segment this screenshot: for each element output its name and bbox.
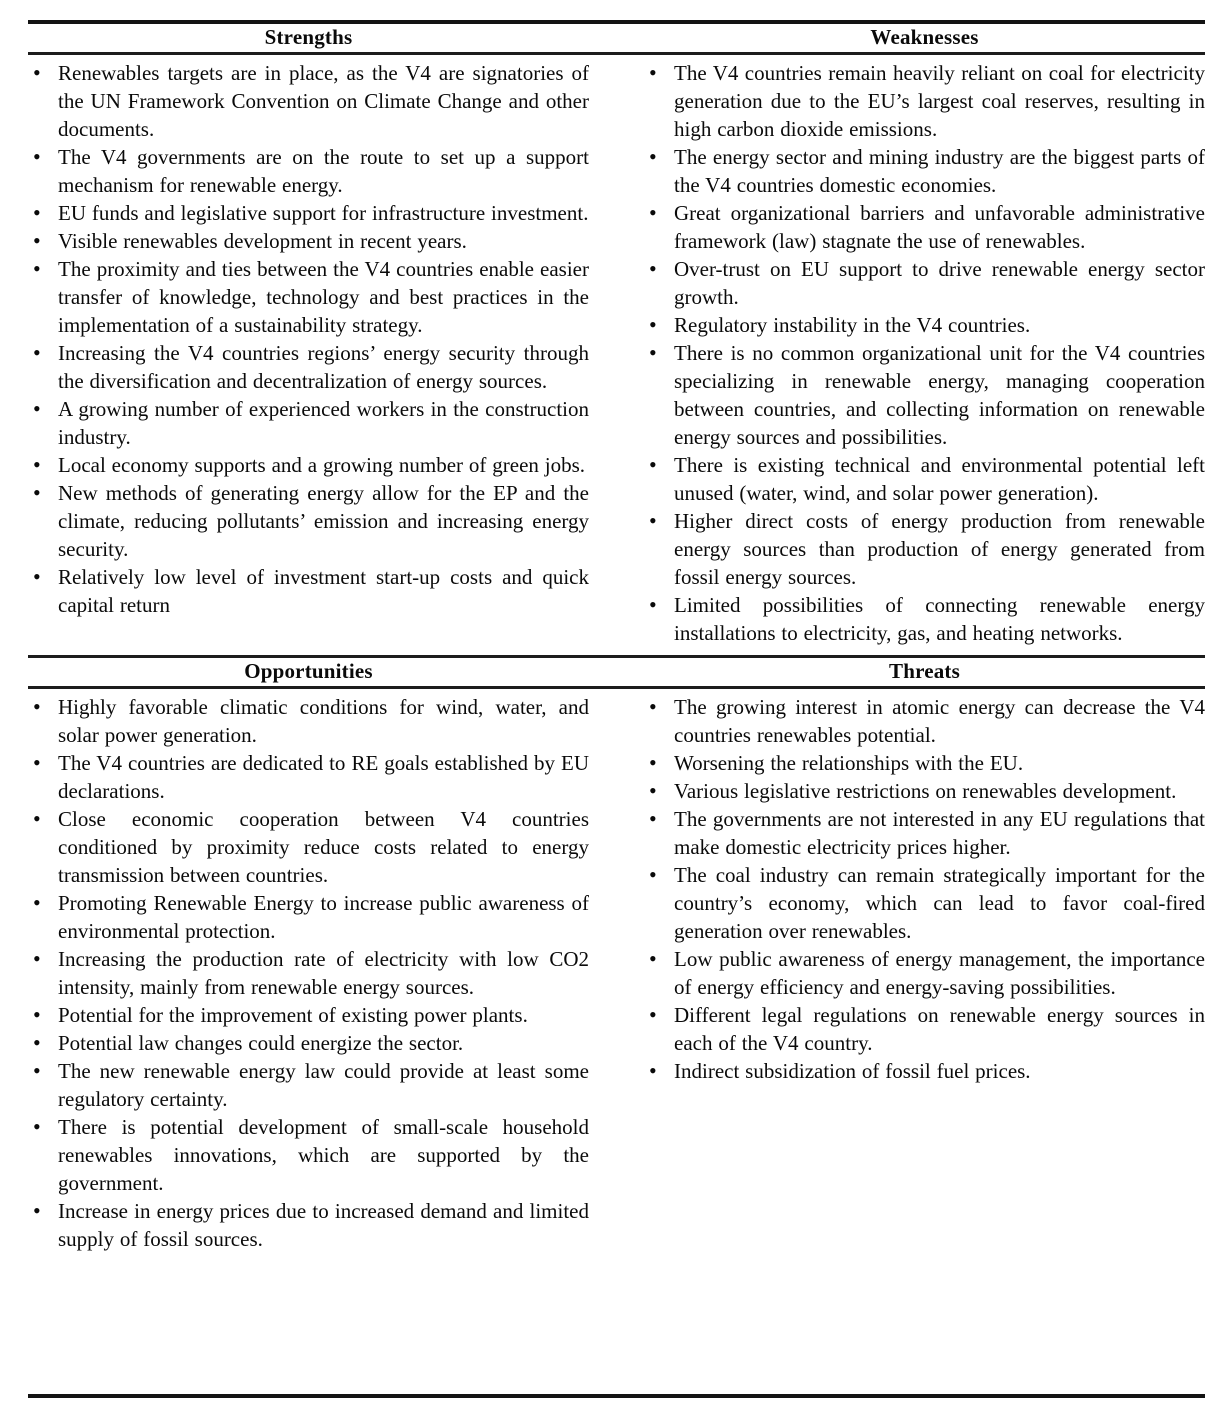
list-item: [28, 693, 589, 749]
list-item: [28, 59, 589, 143]
bullet-icon: •: [33, 228, 41, 253]
list-item-text: The coal industry can remain strategically important for the country’s economy, which can lead to favor coal-fired generation over renewables.: [674, 863, 1205, 943]
bullet-icon: •: [649, 508, 657, 533]
list-item-text: The growing interest in atomic energy can decrease the V4 countries renewables potential.: [674, 695, 1205, 747]
list-item: [28, 451, 589, 479]
list-item-text: Limited possibilities of connecting renewable energy installations to electricity, gas, and heating networks.: [674, 593, 1205, 645]
bullet-icon: •: [649, 60, 657, 85]
list-item: [28, 563, 589, 619]
list-item: [28, 945, 589, 1001]
list-item: [28, 199, 589, 227]
list-item-text: Increasing the production rate of electricity with low CO2 intensity, mainly from renewable energy sources.: [58, 947, 589, 999]
list-item: [644, 861, 1205, 945]
list-item-text: Different legal regulations on renewable energy sources in each of the V4 country.: [674, 1003, 1205, 1055]
bullet-icon: •: [33, 890, 41, 915]
weaknesses-list: [644, 59, 1205, 647]
list-item: [644, 255, 1205, 311]
list-item: [644, 143, 1205, 199]
bullet-icon: •: [649, 862, 657, 887]
strengths-header: Strengths: [264, 25, 353, 49]
bullet-icon: •: [33, 1002, 41, 1027]
list-item: [644, 311, 1205, 339]
bullet-icon: •: [33, 60, 41, 85]
top-header-row: [28, 24, 1205, 52]
list-item-text: Regulatory instability in the V4 countries.: [674, 313, 1031, 337]
bullet-icon: •: [649, 256, 657, 281]
list-item-text: Increasing the V4 countries regions’ energy security through the diversification and decentralization of energy sources.: [58, 341, 589, 393]
list-item-text: Close economic cooperation between V4 countries conditioned by proximity reduce costs related to energy transmission between countries.: [58, 807, 589, 887]
list-item-text: Potential law changes could energize the sector.: [58, 1031, 464, 1055]
list-item: [644, 451, 1205, 507]
bullet-icon: •: [33, 200, 41, 225]
bullet-icon: •: [33, 396, 41, 421]
list-item: [28, 805, 589, 889]
bullet-icon: •: [649, 778, 657, 803]
list-item: [644, 749, 1205, 777]
bullet-icon: •: [649, 340, 657, 365]
bullet-icon: •: [33, 946, 41, 971]
list-item-text: New methods of generating energy allow for the EP and the climate, reducing pollutants’ emission and increasing energy security.: [58, 481, 589, 561]
list-item-text: A growing number of experienced workers in the construction industry.: [58, 397, 589, 449]
bullet-icon: •: [33, 340, 41, 365]
bullet-icon: •: [33, 480, 41, 505]
list-item-text: The V4 governments are on the route to set up a support mechanism for renewable energy.: [58, 145, 589, 197]
list-item-text: The proximity and ties between the V4 countries enable easier transfer of knowledge, technology and best practices in the implementation of a sustainability strategy.: [58, 257, 589, 337]
list-item: [28, 1029, 589, 1057]
list-item-text: Renewables targets are in place, as the V4 are signatories of the UN Framework Convention on Climate Change and other documents.: [58, 61, 589, 141]
strengths-weaknesses-body: [28, 55, 1205, 655]
bullet-icon: •: [33, 256, 41, 281]
list-item: [28, 479, 589, 563]
list-item-text: The new renewable energy law could provide at least some regulatory certainty.: [58, 1059, 589, 1111]
bullet-icon: •: [649, 806, 657, 831]
opportunities-threats-body: [28, 689, 1205, 1394]
weaknesses-header: Weaknesses: [870, 25, 979, 49]
list-item: [28, 227, 589, 255]
bullet-icon: •: [33, 806, 41, 831]
list-item-text: Worsening the relationships with the EU.: [674, 751, 1024, 775]
rule-bottom: [28, 1394, 1205, 1398]
bullet-icon: •: [649, 1058, 657, 1083]
bullet-icon: •: [649, 750, 657, 775]
bullet-icon: •: [33, 144, 41, 169]
list-item-text: Relatively low level of investment start-up costs and quick capital return: [58, 565, 589, 617]
bullet-icon: •: [33, 750, 41, 775]
list-item-text: There is potential development of small-scale household renewables innovations, which are supported by the government.: [58, 1115, 589, 1195]
bullet-icon: •: [33, 452, 41, 477]
list-item-text: There is no common organizational unit for the V4 countries specializing in renewable energy, managing cooperation between countries, and collecting information on renewable energy sources and possibilities.: [674, 341, 1205, 449]
list-item: [644, 1001, 1205, 1057]
bullet-icon: •: [649, 694, 657, 719]
list-item-text: There is existing technical and environmental potential left unused (water, wind, and solar power generation).: [674, 453, 1205, 505]
list-item-text: EU funds and legislative support for infrastructure investment.: [58, 201, 589, 225]
threats-list: [644, 693, 1205, 1253]
bullet-icon: •: [649, 144, 657, 169]
list-item-text: Promoting Renewable Energy to increase public awareness of environmental protection.: [58, 891, 589, 943]
list-item: [28, 1197, 589, 1253]
list-item-text: Higher direct costs of energy production from renewable energy sources than production of energy generated from fossil energy sources.: [674, 509, 1205, 589]
list-item: [28, 255, 589, 339]
list-item: [644, 591, 1205, 647]
bullet-icon: •: [649, 592, 657, 617]
list-item: [644, 59, 1205, 143]
bullet-icon: •: [33, 1058, 41, 1083]
list-item: [644, 777, 1205, 805]
list-item-text: Highly favorable climatic conditions for wind, water, and solar power generation.: [58, 695, 589, 747]
list-item: [644, 805, 1205, 861]
threats-header: Threats: [888, 659, 960, 683]
strengths-list: [28, 59, 589, 647]
bullet-icon: •: [33, 1198, 41, 1223]
list-item: [644, 339, 1205, 451]
opportunities-header: Opportunities: [244, 659, 373, 683]
list-item-text: Increase in energy prices due to increased demand and limited supply of fossil sources.: [58, 1199, 589, 1251]
list-item: [28, 1057, 589, 1113]
list-item-text: The V4 countries are dedicated to RE goals established by EU declarations.: [58, 751, 589, 803]
list-item: [28, 749, 589, 805]
bullet-icon: •: [649, 452, 657, 477]
list-item-text: The V4 countries remain heavily reliant on coal for electricity generation due to the EU’s largest coal reserves, resulting in high carbon dioxide emissions.: [674, 61, 1205, 141]
opportunities-list: [28, 693, 589, 1253]
list-item: [28, 1001, 589, 1029]
bullet-icon: •: [649, 200, 657, 225]
list-item: [28, 395, 589, 451]
list-item: [644, 1057, 1205, 1085]
list-item: [28, 339, 589, 395]
list-item-text: Low public awareness of energy management, the importance of energy efficiency and energy-saving possibilities.: [674, 947, 1205, 999]
list-item: [644, 199, 1205, 255]
list-item-text: Various legislative restrictions on renewables development.: [674, 779, 1177, 803]
list-item-text: Over-trust on EU support to drive renewable energy sector growth.: [674, 257, 1205, 309]
list-item: [644, 693, 1205, 749]
bullet-icon: •: [649, 312, 657, 337]
list-item-text: Great organizational barriers and unfavorable administrative framework (law) stagnate the use of renewables.: [674, 201, 1205, 253]
bullet-icon: •: [33, 694, 41, 719]
list-item: [644, 507, 1205, 591]
list-item: [28, 889, 589, 945]
bullet-icon: •: [33, 1030, 41, 1055]
list-item-text: Visible renewables development in recent years.: [58, 229, 467, 253]
list-item-text: Local economy supports and a growing number of green jobs.: [58, 453, 586, 477]
list-item-text: Potential for the improvement of existing power plants.: [58, 1003, 528, 1027]
bottom-header-row: [28, 658, 1205, 686]
bullet-icon: •: [649, 1002, 657, 1027]
list-item-text: Indirect subsidization of fossil fuel prices.: [674, 1059, 1031, 1083]
list-item-text: The governments are not interested in any EU regulations that make domestic electricity prices higher.: [674, 807, 1205, 859]
list-item: [644, 945, 1205, 1001]
list-item: [28, 1113, 589, 1197]
bullet-icon: •: [649, 946, 657, 971]
list-item-text: The energy sector and mining industry are the biggest parts of the V4 countries domestic economies.: [674, 145, 1205, 197]
list-item: [28, 143, 589, 199]
bullet-icon: •: [33, 1114, 41, 1139]
bullet-icon: •: [33, 564, 41, 589]
